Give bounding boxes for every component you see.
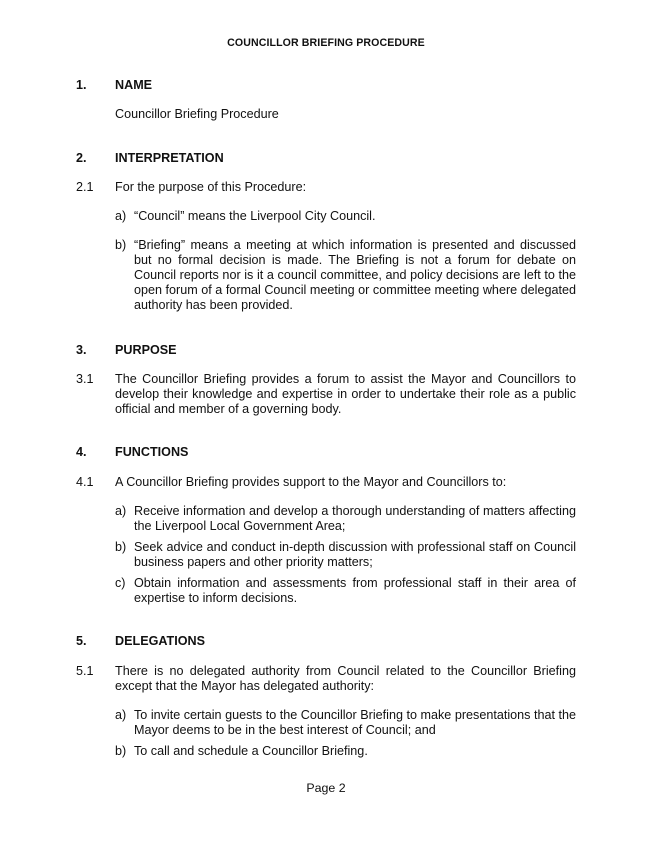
list-item-text: Obtain information and assessments from professional staff in their area of expertise to inform decisions.: [134, 576, 576, 605]
page-number: Page 2: [306, 781, 346, 795]
section-title: INTERPRETATION: [115, 151, 224, 165]
clause-text: For the purpose of this Procedure:: [115, 180, 307, 194]
section-number: 1.: [76, 78, 87, 92]
list-item-text: Seek advice and conduct in-depth discussion with professional staff on Council business papers and other priority matters;: [134, 540, 576, 569]
list-item-text: To invite certain guests to the Councillor Briefing to make presentations that the Mayor deems to be in the best interest of Council; and: [134, 708, 576, 737]
section-number: 3.: [76, 343, 87, 357]
list-marker: a): [115, 504, 127, 518]
section-number: 5.: [76, 634, 87, 648]
list-marker: c): [115, 576, 126, 590]
clause-text: The Councillor Briefing provides a forum to assist the Mayor and Councillors to develop their knowledge and expertise in order to undertake their role as a public official and member of a governing body.: [115, 372, 576, 416]
list-marker: b): [115, 540, 127, 554]
clause-text: There is no delegated authority from Council related to the Councillor Briefing except that the Mayor has delegated authority:: [115, 664, 576, 693]
list-item-text: “Council” means the Liverpool City Council.: [134, 209, 376, 223]
section-number: 2.: [76, 151, 87, 165]
list-marker: b): [115, 744, 127, 758]
clause-number: 3.1: [76, 372, 94, 386]
clause-number: 4.1: [76, 475, 94, 489]
list-marker: a): [115, 708, 127, 722]
section-title: DELEGATIONS: [115, 634, 206, 648]
section-number: 4.: [76, 445, 87, 459]
list-marker: a): [115, 209, 127, 223]
clause-text: A Councillor Briefing provides support to the Mayor and Councillors to:: [115, 475, 507, 489]
list-item-text: Receive information and develop a thorough understanding of matters affecting the Liverpool Local Government Area;: [134, 504, 576, 533]
clause-number: 5.1: [76, 664, 94, 678]
section-title: PURPOSE: [115, 343, 177, 357]
clause-number: 2.1: [76, 180, 94, 194]
list-item-text: “Briefing” means a meeting at which information is presented and discussed but no formal decision is made. The Briefing is not a forum for debate on Council reports nor is it a council committee, and policy decisions are left to the open forum of a formal Council meeting or committee meeting where delegated authority has been provided.: [134, 238, 576, 312]
list-marker: b): [115, 238, 127, 252]
procedure-name: Councillor Briefing Procedure: [115, 107, 279, 121]
document-title: COUNCILLOR BRIEFING PROCEDURE: [227, 37, 425, 49]
section-title: FUNCTIONS: [115, 445, 189, 459]
list-item-text: To call and schedule a Councillor Briefing.: [134, 744, 368, 758]
section-title: NAME: [115, 78, 153, 92]
